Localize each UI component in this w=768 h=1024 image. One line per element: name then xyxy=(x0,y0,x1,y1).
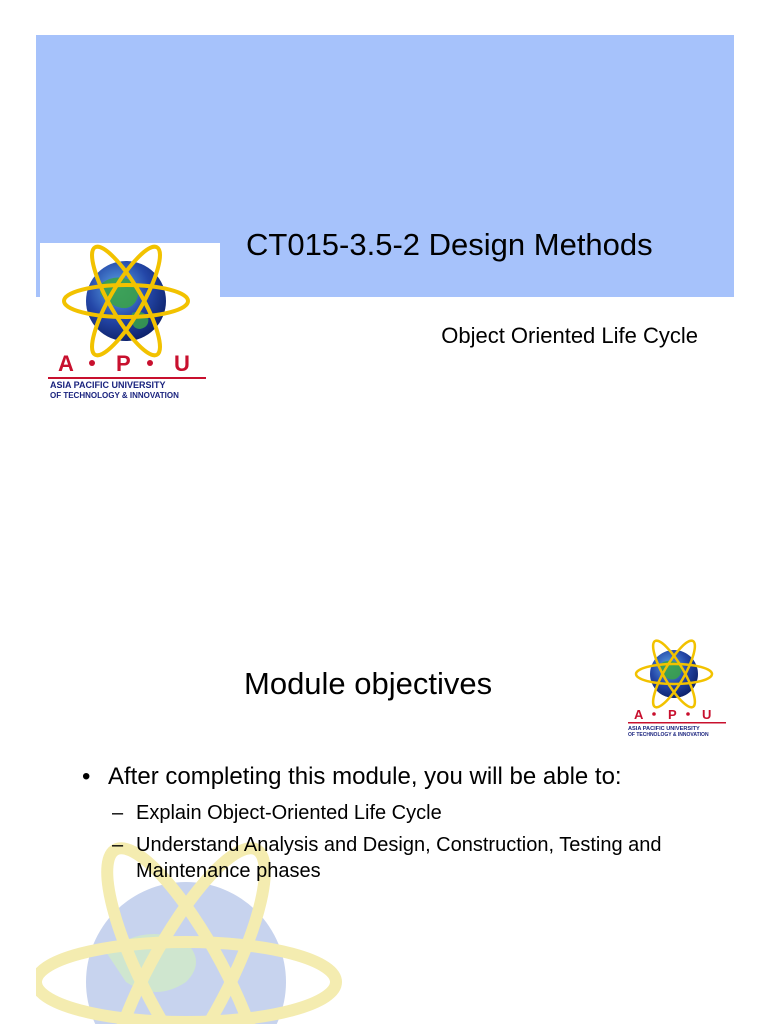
logo-line-1: ASIA PACIFIC UNIVERSITY xyxy=(628,726,700,732)
slide-title: CT015-3.5-2 Design Methods xyxy=(246,227,653,262)
svg-text:U: U xyxy=(702,707,712,722)
apu-logo xyxy=(40,243,220,403)
list-item: – Understand Analysis and Design, Construction, Testing and Maintenance phases xyxy=(108,832,720,884)
svg-text:P: P xyxy=(668,707,677,722)
slide-subtitle: Object Oriented Life Cycle xyxy=(441,323,698,348)
objectives-list xyxy=(80,762,720,890)
svg-text:A: A xyxy=(58,351,74,376)
svg-text:P: P xyxy=(116,351,131,376)
svg-text:U: U xyxy=(174,351,190,376)
svg-text:A: A xyxy=(634,707,644,722)
globe-atom-icon xyxy=(64,243,188,363)
logo-line-2: OF TECHNOLOGY & INNOVATION xyxy=(50,391,179,400)
slide-title: Module objectives xyxy=(244,666,493,701)
objectives-slide xyxy=(36,612,734,1024)
bullet-text: After completing this module, you will be able to: xyxy=(108,763,622,790)
apu-letters xyxy=(58,351,190,376)
globe-atom-icon xyxy=(636,638,712,712)
logo-line-1: ASIA PACIFIC UNIVERSITY xyxy=(50,380,166,390)
apu-letters xyxy=(634,707,711,722)
sub-list xyxy=(108,800,720,884)
list-item xyxy=(80,762,720,884)
title-slide xyxy=(36,35,734,430)
logo-line-2: OF TECHNOLOGY & INNOVATION xyxy=(628,732,709,738)
apu-logo xyxy=(622,638,732,738)
list-item: – Explain Object-Oriented Life Cycle xyxy=(108,800,720,826)
